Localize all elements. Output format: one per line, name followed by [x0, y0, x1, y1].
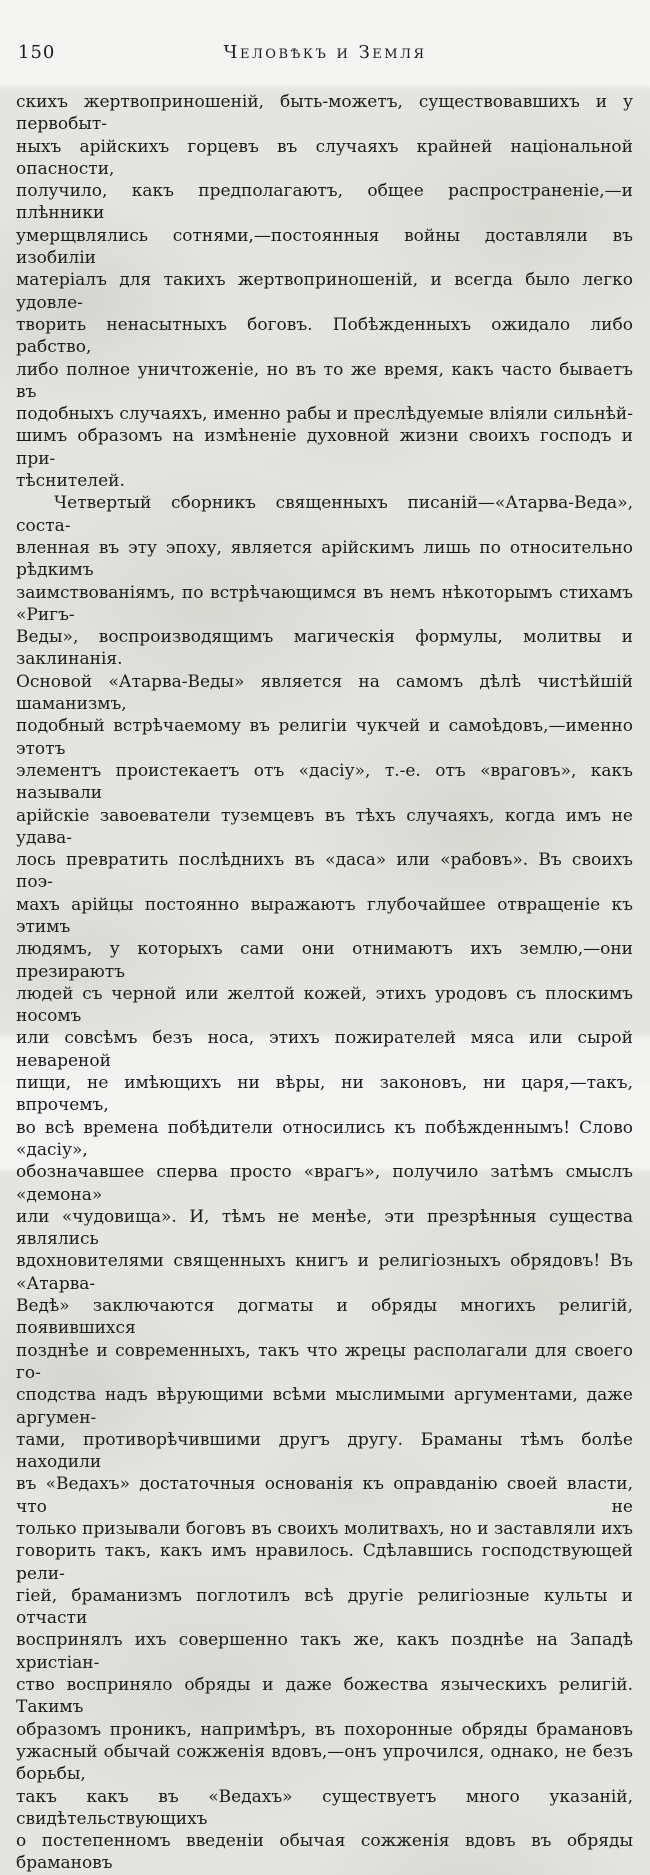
- text-line: или «чудовища». И, тѣмъ не менѣе, эти презрѣнныя существа являлись: [16, 1206, 633, 1250]
- paragraph: [16, 91, 633, 492]
- paragraph: [16, 492, 633, 1874]
- text-line: махъ арійцы постоянно выражаютъ глубочайшее отвращеніе къ этимъ: [16, 894, 633, 937]
- text-line: Четвертый сборникъ священныхъ писаній—«Атарва-Веда», соста-: [16, 493, 633, 536]
- text-line: въ «Ведахъ» достаточныя основанія къ оправданію своей власти, что не: [16, 1474, 633, 1517]
- text-line: Ведѣ» заключаются догматы и обряды многихъ религій, появившихся: [16, 1296, 633, 1339]
- text-line: элементъ проистекаетъ отъ «дасіу», т.-е. отъ «враговъ», какъ называли: [16, 760, 633, 804]
- text-line: такъ какъ въ «Ведахъ» существуетъ много указаній, свидѣтельствующихъ: [16, 1786, 633, 1829]
- text-line: тами, противорѣчившими другъ другу. Браманы тѣмъ болѣе находили: [16, 1429, 633, 1473]
- text-line: обозначавшее сперва просто «врагъ», получило затѣмъ смыслъ «демона»: [16, 1162, 633, 1205]
- text-line: позднѣе и современныхъ, такъ что жрецы располагали для своего го-: [16, 1340, 633, 1383]
- text-line: тѣснителей.: [16, 471, 125, 492]
- text-line: матеріалъ для такихъ жертвоприношеній, и всегда было легко удовле-: [16, 270, 633, 313]
- text-line: подобный встрѣчаемому въ религіи чукчей и самоѣдовъ,—именно этотъ: [16, 716, 633, 759]
- text-line: ныхъ арійскихъ горцевъ въ случаяхъ крайней національной опасности,: [16, 136, 633, 179]
- text-line: о постепенномъ введеніи обычая сожженія вдовъ въ обряды брамановъ: [16, 1831, 633, 1874]
- text-line: умерщвлялись сотнями,—постоянныя войны доставляли въ изобиліи: [16, 225, 633, 269]
- text-line: шимъ образомъ на измѣненіе духовной жизни своихъ господъ и при-: [16, 426, 633, 469]
- text-line: либо полное уничтоженіе, но въ то же время, какъ часто бываетъ въ: [16, 359, 633, 402]
- text-line: получило, какъ предполагаютъ, общее распространеніе,—и плѣнники: [16, 181, 633, 224]
- text-line: подобныхъ случаяхъ, именно рабы и преслѣдуемые вліяли сильнѣй-: [16, 404, 633, 425]
- text-line: вдохновителями священныхъ книгъ и религіозныхъ обрядовъ! Въ «Атарва-: [16, 1251, 633, 1294]
- text-line: ужасный обычай сожженія вдовъ,—онъ упрочился, однако, не безъ борьбы,: [16, 1741, 633, 1785]
- text-line: заимствованіямъ, по встрѣчающимся въ немъ нѣкоторымъ стихамъ «Ригъ-: [16, 582, 633, 625]
- text-line: людямъ, у которыхъ сами они отнимаютъ ихъ землю,—они презираютъ: [16, 939, 633, 982]
- text-line: во всѣ времена побѣдители относились къ побѣжденнымъ! Слово «дасіу»,: [16, 1117, 633, 1160]
- text-block: [16, 91, 633, 1875]
- text-line: гіей, браманизмъ поглотилъ всѣ другіе религіозные культы и отчасти: [16, 1585, 633, 1629]
- text-line: скихъ жертвоприношеній, быть-можетъ, существовавшихъ и у первобыт-: [16, 92, 633, 135]
- text-line: вленная въ эту эпоху, является арійскимъ лишь по относительно рѣдкимъ: [16, 537, 633, 581]
- text-line: творить ненасытныхъ боговъ. Побѣжденныхъ ожидало либо рабство,: [16, 314, 633, 358]
- text-line: людей съ черной или желтой кожей, этихъ уродовъ съ плоскимъ носомъ: [16, 983, 633, 1027]
- text-line: арійскіе завоеватели туземцевъ въ тѣхъ случаяхъ, когда имъ не удава-: [16, 805, 633, 848]
- text-line: лось превратить послѣднихъ въ «даса» или «рабовъ». Въ своихъ поэ-: [16, 850, 633, 893]
- text-line: сподства надъ вѣрующими всѣми мыслимыми аргументами, даже аргумен-: [16, 1385, 633, 1428]
- text-line: образомъ проникъ, напримѣръ, въ похоронные обряды брамановъ: [16, 1719, 633, 1740]
- running-title: Человѣкъ и Земля: [223, 42, 427, 63]
- text-line: ство восприняло обряды и даже божества языческихъ религій. Такимъ: [16, 1675, 633, 1718]
- text-line: пищи, не имѣющихъ ни вѣры, ни законовъ, ни царя,—такъ, впрочемъ,: [16, 1073, 633, 1116]
- text-line: воспринялъ ихъ совершенно такъ же, какъ позднѣе на Западѣ христіан-: [16, 1630, 633, 1673]
- text-line: только призывали боговъ въ своихъ молитвахъ, но и заставляли ихъ: [16, 1519, 633, 1539]
- text-line: или совсѣмъ безъ носа, этихъ пожирателей мяса или сырой невареной: [16, 1028, 633, 1071]
- text-line: Основой «Атарва-Веды» является на самомъ дѣлѣ чистѣйшій шаманизмъ,: [16, 671, 633, 715]
- text-line: Веды», воспроизводящимъ магическія формулы, молитвы и заклинанія.: [16, 627, 633, 670]
- text-line: говорить такъ, какъ имъ нравилось. Сдѣлавшись господствующей рели-: [16, 1541, 633, 1584]
- page-number: 150: [18, 42, 56, 63]
- page-header: [16, 42, 634, 66]
